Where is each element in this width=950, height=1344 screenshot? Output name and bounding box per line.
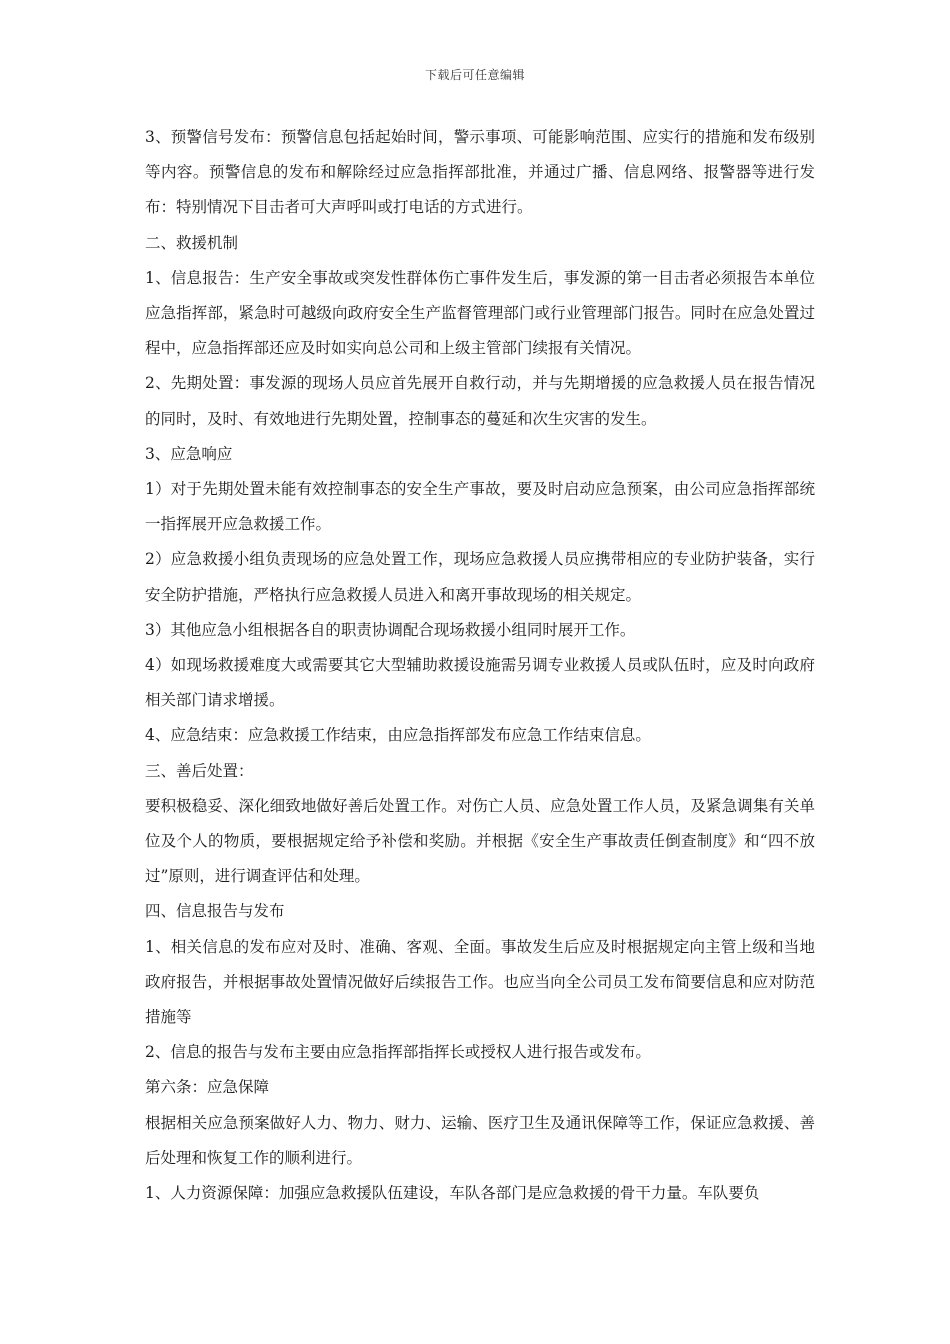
paragraph-initial-response: 2、先期处置：事发源的现场人员应首先展开自救行动，并与先期增援的应急救援人员在报告情况的同时，及时、有效地进行先期处置，控制事态的蔓延和次生灾害的发生。: [145, 374, 815, 428]
heading-aftermath: 三、善后处置：: [145, 761, 254, 780]
paragraph-guarantee: 根据相关应急预案做好人力、物力、财力、运输、医疗卫生及通讯保障等工作，保证应急救援、善后处理和恢复工作的顺利进行。: [145, 1113, 815, 1167]
paragraph-response-item-2: 2）应急救援小组负责现场的应急处置工作，现场应急救援人员应携带相应的专业防护装备，实行安全防护措施，严格执行应急救援人员进入和离开事故现场的相关规定。: [145, 550, 815, 604]
page-header: 下载后可任意编辑: [424, 68, 525, 82]
paragraph-emergency-end: 4、应急结束：应急救援工作结束，由应急指挥部发布应急工作结束信息。: [145, 726, 651, 745]
paragraph-info-report: 1、信息报告：生产安全事故或突发性群体伤亡事件发生后，事发源的第一目击者必须报告本单位应急指挥部，紧急时可越级向政府安全生产监督管理部门或行业管理部门报告。同时在应急处置过程中，应急指挥部还应及时如实向总公司和上级主管部门续报有关情况。: [145, 268, 815, 358]
paragraph-release-item-1: 1、相关信息的发布应对及时、准确、客观、全面。事故发生后应及时根据规定向主管上级和当地政府报告，并根据事故处置情况做好后续报告工作。也应当向全公司员工发布简要信息和应对防范措施等: [145, 937, 815, 1027]
heading-emergency-response: 3、应急响应: [145, 444, 233, 463]
heading-rescue-mechanism: 二、救援机制: [145, 233, 239, 252]
paragraph-response-item-1: 1）对于先期处置未能有效控制事态的安全生产事故，要及时启动应急预案，由公司应急指挥部统一指挥展开应急救援工作。: [145, 480, 815, 534]
paragraph-response-item-4: 4）如现场救援难度大或需要其它大型辅助救援设施需另调专业救援人员或队伍时，应及时向政府相关部门请求增援。: [145, 656, 815, 710]
heading-info-release: 四、信息报告与发布: [145, 902, 285, 921]
paragraph-response-item-3: 3）其他应急小组根据各自的职责协调配合现场救援小组同时展开工作。: [145, 620, 636, 639]
paragraph-aftermath: 要积极稳妥、深化细致地做好善后处置工作。对伤亡人员、应急处置工作人员，及紧急调集有关单位及个人的物质，要根据规定给予补偿和奖励。并根据《安全生产事故责任倒查制度》和“四不放过”原则，进行调查评估和处理。: [145, 796, 815, 886]
paragraph-release-item-2: 2、信息的报告与发布主要由应急指挥部指挥长或授权人进行报告或发布。: [145, 1043, 651, 1062]
paragraph-human-resources: 1、人力资源保障：加强应急救援队伍建设，车队各部门是应急救援的骨干力量。车队要负: [145, 1184, 760, 1203]
paragraph-warning-signal: 3、预警信号发布：预警信息包括起始时间，警示事项、可能影响范围、应实行的措施和发布级别等内容。预警信息的发布和解除经过应急指挥部批准，并通过广播、信息网络、报警器等进行发布：特别情况下目击者可大声呼叫或打电话的方式进行。: [145, 128, 815, 217]
document-body: [145, 120, 815, 1211]
heading-article-six: 第六条：应急保障: [145, 1078, 270, 1097]
